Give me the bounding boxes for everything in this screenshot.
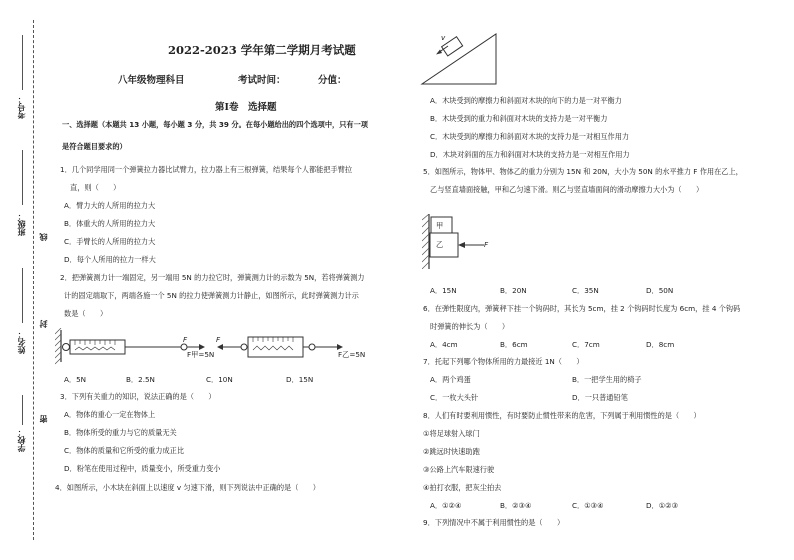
list-item: ③公路上汽车限速行驶 [423, 465, 495, 474]
force-label: F [216, 335, 221, 344]
question-text: 6．在弹性限度内，弹簧秤下挂一个钩码时，其长为 5cm，挂 2 个钩码时长度为 6cm，挂 4 个钩码 [423, 304, 741, 313]
question-text: 时弹簧的伸长为（ ） [430, 322, 510, 331]
option-a[interactable]: A．①②④ [430, 501, 462, 510]
option-b[interactable]: B．物体所受的重力与它的质量无关 [64, 428, 177, 437]
school-blank[interactable] [22, 395, 23, 425]
option-c[interactable]: C．7cm [572, 340, 600, 349]
list-item: ①将足球射入球门 [423, 429, 480, 438]
option-b[interactable]: B．②③④ [500, 501, 532, 510]
option-d[interactable]: D．8cm [646, 340, 675, 349]
option-b[interactable]: B．6cm [500, 340, 528, 349]
question-text: 2．把弹簧测力计一端固定，另一端用 5N 的力拉它时，弹簧测力计的示数为 5N，若将弹簧测力 [60, 273, 365, 282]
subject-label: 八年级物理科目 [118, 75, 185, 86]
question-text: 4．如图所示，小木块在斜面上以速度 v 匀速下滑，则下列说法中正确的是（ ） [55, 483, 320, 492]
question-text: 数是（ ） [64, 309, 108, 318]
option-c[interactable]: C．35N [572, 286, 599, 295]
binding-mark-secret: 密 [39, 415, 48, 423]
option-c[interactable]: C．①③④ [572, 501, 604, 510]
option-a[interactable]: A．5N [64, 375, 87, 384]
option-c[interactable]: C．物体的质量和它所受的重力成正比 [64, 446, 185, 455]
option-b[interactable]: B．体重大的人所用的拉力大 [64, 219, 156, 228]
question-text: 8．人们有时要利用惯性，有时要防止惯性带来的危害，下列属于利用惯性的是（ ） [423, 411, 701, 420]
option-d[interactable]: D．①②③ [646, 501, 679, 510]
list-item: ②跳远时快速助跑 [423, 447, 480, 456]
question-text: 乙与竖直墙面接触，甲和乙匀速下滑。则乙与竖直墙面间的滑动摩擦力大小为（ ） [430, 185, 704, 194]
option-d[interactable]: D．木块对斜面的压力和斜面对木块的支持力是一对相互作用力 [430, 150, 630, 159]
option-a[interactable]: A．物体的重心一定在物体上 [64, 410, 156, 419]
force-label: F [484, 240, 489, 249]
exam-title: 2022-2023 学年第二学期月考试题 [168, 43, 356, 57]
question-text: 3．下列有关重力的知识，说法正确的是（ ） [60, 392, 216, 401]
school-label: 学校： [17, 428, 26, 452]
option-c[interactable]: C．一枚大头针 [430, 393, 479, 402]
option-d[interactable]: D．50N [646, 286, 674, 295]
class-label: 班级： [17, 212, 26, 236]
binding-line [33, 20, 34, 540]
option-d[interactable]: D．粉笔在使用过程中，质量变小，所受重力变小 [64, 464, 221, 473]
question-text: 直，则（ ） [70, 183, 121, 192]
exam-number-label: 考号： [17, 95, 26, 119]
force-value-label: F甲=5N [187, 350, 215, 359]
option-b[interactable]: B．20N [500, 286, 527, 295]
question-text: 1．几个同学用同一个弹簧拉力器比试臂力，拉力器上有三根弹簧，结果每个人都能把手臂拉 [60, 165, 353, 174]
section-title: 第I卷 选择题 [215, 102, 277, 113]
exam-number-blank[interactable] [22, 35, 23, 90]
option-a[interactable]: A．4cm [430, 340, 458, 349]
exam-time-label: 考试时间： [238, 75, 286, 86]
velocity-label: v [441, 33, 446, 42]
force-value-label: F乙=5N [338, 350, 366, 359]
option-a[interactable]: A．木块受到的摩擦力和斜面对木块的向下的力是一对平衡力 [430, 96, 622, 105]
question-text: 计的固定端取下，两端各施一个 5N 的拉力使弹簧测力计静止，如图所示，此时弹簧测力计示 [64, 291, 359, 300]
class-blank[interactable] [22, 150, 23, 205]
question-text: 7．托起下列哪个物体所用的力最接近 1N（ ） [423, 357, 584, 366]
part1-instruction-2: 是符合题目要求的） [62, 142, 127, 151]
question-text: 5．如图所示，物体甲、物体乙的重力分别为 15N 和 20N，大小为 50N 的水平推力 F 作用在乙上， [423, 167, 743, 176]
option-a[interactable]: A．臂力大的人所用的拉力大 [64, 201, 156, 210]
force-label: F [183, 335, 188, 344]
score-label: 分值： [318, 75, 347, 86]
part1-instruction-1: 一、选择题（本题共 13 小题，每小题 3 分，共 39 分。在每小题给出的四个选项中，只有一项 [62, 120, 368, 129]
binding-mark-line: 线 [39, 233, 48, 241]
name-blank[interactable] [22, 268, 23, 323]
option-c[interactable]: C．木块受到的摩擦力和斜面对木块的支持力是一对相互作用力 [430, 132, 630, 141]
option-a[interactable]: A．两个鸡蛋 [430, 375, 471, 384]
incline-figure [418, 30, 500, 88]
option-d[interactable]: D．15N [286, 375, 314, 384]
list-item: ④拍打衣服，把灰尘拍去 [423, 483, 502, 492]
option-b[interactable]: B．一把学生用的椅子 [572, 375, 642, 384]
question-text: 9．下列情况中不属于利用惯性的是（ ） [423, 518, 565, 527]
option-a[interactable]: A．15N [430, 286, 457, 295]
block-jia-label: 甲 [436, 221, 444, 230]
name-label: 姓名： [17, 330, 26, 354]
spring-scale-figure [55, 328, 375, 366]
option-d[interactable]: D．一只普通铅笔 [572, 393, 628, 402]
block-yi-label: 乙 [436, 240, 444, 249]
option-c[interactable]: C．10N [206, 375, 233, 384]
option-d[interactable]: D．每个人所用的拉力一样大 [64, 255, 156, 264]
option-b[interactable]: B．2.5N [126, 375, 155, 384]
binding-mark-seal: 封 [39, 320, 48, 328]
option-b[interactable]: B．木块受到的重力和斜面对木块的支持力是一对平衡力 [430, 114, 608, 123]
option-c[interactable]: C．手臂长的人所用的拉力大 [64, 237, 156, 246]
